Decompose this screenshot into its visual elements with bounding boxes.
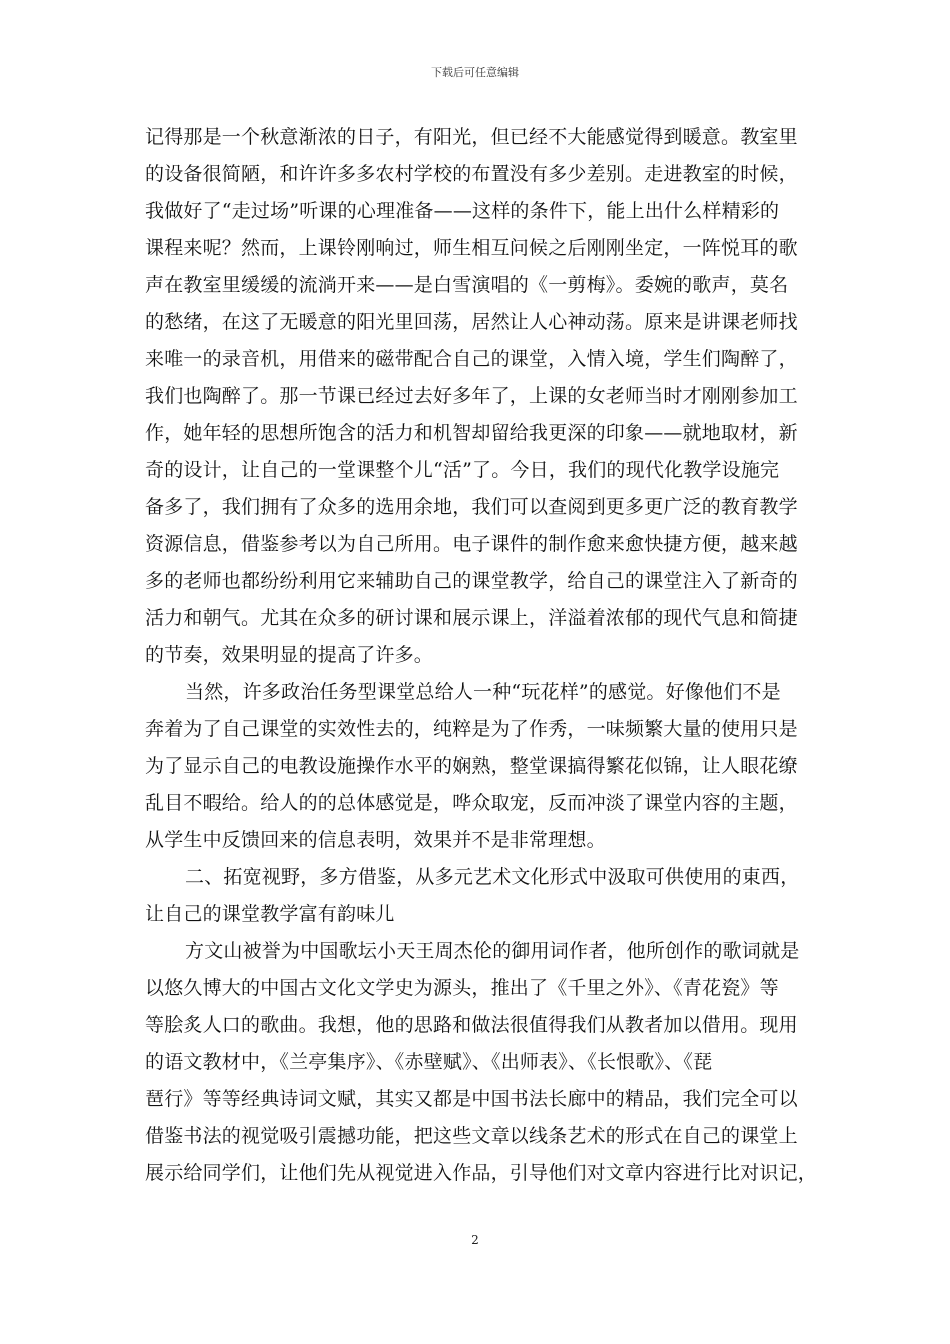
text-line: 从学生中反馈回来的信息表明，效果并不是非常理想。 [145,829,606,851]
text-line: 为了显示自己的电教设施操作水平的娴熟，整堂课搞得繁花似锦，让人眼花缭 [145,755,798,777]
text-line: 奇的设计，让自己的一堂课整个儿“活”了。今日，我们的现代化教学设施完 [145,459,780,481]
paragraph-start-line: 当然，许多政治任务型课堂总给人一种“玩花样”的感觉。好像他们不是 [185,681,781,703]
text-line: 以悠久博大的中国古文化文学史为源头，推出了《千里之外》、《青花瓷》等 [145,977,779,999]
text-line: 作，她年轻的思想所饱含的活力和机智却留给我更深的印象——就地取材，新 [145,422,798,444]
section-heading-line: 二、拓宽视野，多方借鉴，从多元艺术文化形式中汲取可供使用的東西， [185,866,800,888]
document-body [145,119,818,1192]
text-line: 展示给同学们，让他们先从视觉进入作品，引导他们对文章内容进行比对识记， [145,1162,818,1184]
text-line: 借鉴书法的视觉吸引震撼功能，把这些文章以线条艺术的形式在自己的课堂上 [145,1125,798,1147]
text-line: 的设备很简陋，和许许多多农村学校的布置没有多少差别。走进教室的时候， [145,163,798,185]
text-line: 来唯一的录音机，用借来的磁带配合自己的课堂，入情入境，学生们陶醉了， [145,348,798,370]
section-heading-line: 让自己的课堂教学富有韵味儿 [145,903,395,925]
text-line: 我们也陶醉了。那一节课已经过去好多年了，上课的女老师当时才刚刚参加工 [145,385,798,407]
text-line: 多的老师也都纷纷利用它来辅助自己的课堂教学，给自己的课堂注入了新奇的 [145,570,798,592]
text-line: 的节奏，效果明显的提高了许多。 [145,644,434,666]
text-line: 奔着为了自己课堂的实效性去的，纯粹是为了作秀，一味频繁大量的使用只是 [145,718,798,740]
text-line: 声在教室里缓缓的流淌开来——是白雪演唱的《一剪梅》。委婉的歌声，莫名 [145,274,789,296]
text-line: 备多了，我们拥有了众多的选用余地，我们可以查阅到更多更广泛的教育教学 [145,496,798,518]
text-line: 等脍炙人口的歌曲。我想，他的思路和做法很值得我们从教者加以借用。现用 [145,1014,798,1036]
text-line: 的语文教材中，《兰亭集序》、《赤壁赋》、《出师表》、《长恨歌》、《琵 [145,1051,713,1073]
text-line: 记得那是一个秋意渐浓的日子，有阳光，但已经不大能感觉得到暖意。教室里 [145,126,798,148]
page-number: 2 [471,1233,479,1247]
text-line: 我做好了“走过场”听课的心理准备——这样的条件下，能上出什么样精彩的 [145,200,780,222]
text-line: 资源信息，借鉴参考以为自己所用。电子课件的制作愈来愈快捷方便，越来越 [145,533,798,555]
paragraph-start-line: 方文山被誉为中国歌坛小天王周杰伦的御用词作者，他所创作的歌词就是 [185,940,800,962]
text-line: 课程来呢？然而，上课铃刚响过，师生相互问候之后刚刚坐定，一阵悦耳的歌 [145,237,798,259]
text-line: 活力和朝气。尤其在众多的研讨课和展示课上，洋溢着浓郁的现代气息和简捷 [145,607,798,629]
text-line: 的愁绪，在这了无暖意的阳光里回荡，居然让人心神动荡。原来是讲课老师找 [145,311,798,333]
text-line: 乱目不暇给。给人的的总体感觉是，哗众取宠，反而冲淡了课堂内容的主题， [145,792,798,814]
text-line: 琶行》等等经典诗词文赋，其实又都是中国书法长廊中的精品，我们完全可以 [145,1088,798,1110]
page-header: 下载后可任意编辑 [431,66,519,79]
